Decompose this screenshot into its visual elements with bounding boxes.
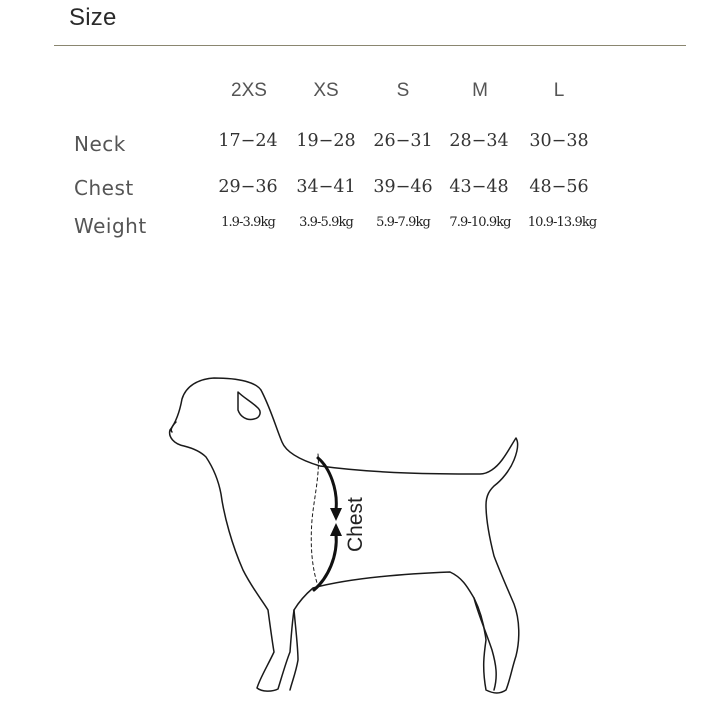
bottom-measure-arc: [314, 534, 336, 590]
chest-cell: 39−46: [373, 177, 433, 197]
size-header-2xs: 2XS: [231, 80, 267, 101]
neck-cell: 28−34: [449, 131, 509, 151]
chest-cell: 29−36: [218, 177, 278, 197]
size-header-m: M: [472, 80, 488, 101]
arrow-down-icon: [330, 508, 342, 521]
weight-cell: 3.9-5.9kg: [299, 215, 353, 230]
chest-cell: 34−41: [296, 177, 356, 197]
weight-cell: 10.9-13.9kg: [527, 215, 597, 230]
row-label-weight: Weight: [74, 214, 147, 238]
neck-cell: 17−24: [218, 131, 278, 151]
row-label-neck: Neck: [74, 132, 126, 156]
page-title: Size: [69, 4, 117, 31]
weight-cell: 7.9-10.9kg: [449, 215, 511, 230]
neck-cell: 30−38: [529, 131, 589, 151]
neck-cell: 19−28: [296, 131, 356, 151]
arrow-up-icon: [330, 523, 342, 536]
chest-cell: 48−56: [529, 177, 589, 197]
row-label-chest: Chest: [74, 176, 134, 200]
size-header-xs: XS: [313, 80, 339, 101]
neck-cell: 26−31: [373, 131, 433, 151]
weight-cell: 5.9-7.9kg: [376, 215, 430, 230]
weight-cell: 1.9-3.9kg: [221, 215, 275, 230]
size-header-l: L: [553, 80, 565, 101]
size-header-s: S: [396, 80, 410, 101]
chest-cell: 43−48: [449, 177, 509, 197]
chest-label: Chest: [344, 497, 367, 552]
